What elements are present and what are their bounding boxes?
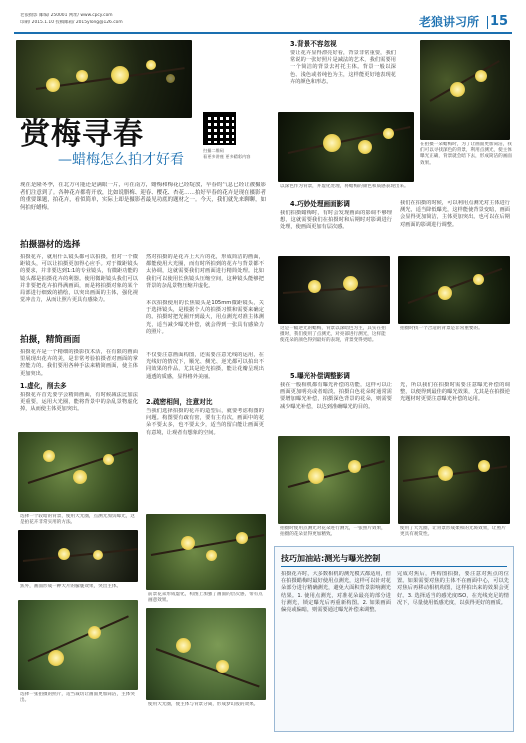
right-photo-5-caption: 拍摄时使用点测光对花朵进行测光，一张照片效果，拍摄的花朵显得更加精致。 (280, 526, 386, 538)
sub1-body: 拍摄花卉首先要学会精简画面，有时候减法比加法更重要，运用大光圈，能将背景中的杂乱景物虚化掉，从而使主体更加突出。 (20, 392, 138, 413)
sub5-title: 5.曝光补偿调整影调 (290, 372, 350, 380)
right-photo-small (420, 40, 510, 140)
section2-title: 拍摄，精简画面 (20, 335, 81, 345)
header-rule (14, 32, 512, 34)
right-text-1: 我们在拍摄的时候，可以利用点测光对主体进行测光，适当降低曝光，这样能使背景变暗，画面会显得更加简洁，主体更加突出。也可以在后期对画面的影调进行调整。 (400, 200, 510, 228)
header-meta-2: 印刷/ 2015.1.10 投稿邮箱/ 2015ylong@126.com (20, 20, 123, 25)
qr-code[interactable] (203, 112, 236, 145)
right-photo-3 (278, 256, 390, 324)
left-photo-2-caption: 焦外，画面形成一种大片的朦胧效果，突出主体。 (20, 584, 122, 589)
right-photo-6 (398, 436, 510, 524)
page-subtitle: —蜡梅怎么拍才好看 (58, 152, 184, 168)
tips-col1: 拍摄花卉时，大多数相机的测光模式都适用，但在拍摄蜡梅时最好使用点测光，这样可以针对花朵部分进行精确测光，避免大面积背景影响测光结果。1. 使用点测光，对准花朵最亮的部分进行测光，锁定曝光后再重新构图。2. 如果画面偏亮或偏暗，则需要通过曝光补偿来调整。 (281, 571, 391, 614)
middle-text-1: 然对拍摄的是花卉上大片的花，形成简洁的画面，都能使用大光圈，而有时所拍到的花卉与背景都不太协调，这就需要我们对画面进行精简处理。比如我们可以使用长焦镜头压缩空间，这种镜头能够把背景的杂乱景物压缩并虚化。 (146, 254, 264, 289)
section1-body: 拍摄花卉，就用什么镜头都可以拍摄，但对一个微距镜头，可以让拍摄更加得心应手。对于微距镜头的要求，并非要达到1:1的专业镜头，有微距功能的镜头都是拍摄花卉的利器。使用微距镜头我们可以并非要把花卉拍得满画面，而是将拍摄对象的某个局部进行细致的描绘，以突出画面的主体，强化视觉冲击力，从而让照片更具有感染力。 (20, 254, 138, 304)
tips-rule (281, 566, 507, 567)
sub5-body: 我在一般相机都有曝光补偿的功能，这样可以让画面更加明亮或者暗淡。拍摄白色花朵时通常需要增加曝光补偿，拍摄深色背景的花朵，则需要减少曝光补偿，以达到准确曝光的目的。 (280, 382, 392, 410)
middle-text-2: 本次拍摄使用的长焦镜头是105mm微距镜头，关于选择镜头，是根据个人的拍摄习惯和需要来确定的。拍摄时把光圈开到最大，用点测光对准主体测光，适当减少曝光补偿，就会得到一张具有感染力的照片。 (146, 300, 264, 335)
section1-title: 拍摄器材的选择 (20, 240, 81, 250)
sub1-title: 1.虚化，削去多 (20, 382, 67, 390)
brand: 老狼讲习所 (419, 15, 480, 29)
header (14, 10, 512, 34)
tips-title: 技巧加油站:测光与曝光控制 (281, 554, 381, 563)
left-photo-1 (18, 432, 138, 512)
page-divider (487, 16, 488, 29)
left-photo-3-caption: 选择一张拍摄的照片，适当裁切让画面更加简洁，主体突出。 (20, 692, 135, 704)
tips-col2: 完成对焦后，再构图拍摄，要注意对焦点的位置。如果需要对焦的主体不在画面中心，可以先对焦后再移动相机构图，这样拍出来的效果会更好。3. 选择适当的感光度ISO，在光线充足的情况下，尽量使用低感光度，以获得更好的画质。 (397, 571, 509, 606)
sub2-title: 2.疏密相间，注意对比 (146, 398, 213, 406)
intro-paragraph: 现在是隆冬季，在北方可能还是满眼一片，可在南方，蜡梅和梅花已经绽放，早春的气息已经让被摄影者们注意到了。各种花卉都将开放，比如说腊梅、迎春、樱花、杏花……拍好早春的花卉是现在摄影者的重要课题，拍花卉，看似简单，实际上却是摄影者最见功底的题材之一。今天，我们就先来聊聊，如何拍好蜡梅。 (20, 182, 266, 211)
page-number: 15 (490, 14, 509, 29)
sub2-body: 当我们选择拍摄的花卉的造型后，就要考虑构图的问题。构图要有疏有密，要有主有次，画面中的花朵不要太多，也不要太少，适当的留白能让画面更有意境，让观者有想象的空间。 (146, 408, 264, 436)
tips-box (274, 546, 514, 732)
left-photo-3 (18, 600, 138, 690)
right-photo-large-caption: 以深色作为背景，并虚化处理，将蜡梅的颜色和质感表现出来。 (280, 184, 409, 189)
right-photo-4 (398, 256, 510, 324)
sub3-title: 3.背景不容忽视 (290, 40, 337, 48)
right-photo-small-caption: 在拍摄一朵蜡梅时，为了让画面更加简洁，我们可以寻找深色的背景，利用点测光，使主体曝光正确，背景就会暗下去，形成简洁的画面效果。 (420, 142, 512, 166)
qr-caption-2: 看更多讲座 更多精彩内容 (203, 154, 251, 159)
right-photo-large (278, 112, 414, 182)
qr-caption-1: 扫描二维码 (203, 148, 224, 153)
left-photo-2 (18, 530, 138, 582)
right-photo-4-caption: 拍摄时找一个合适的背景是非常重要的。 (400, 326, 483, 331)
middle-photo-2 (146, 608, 266, 700)
page-title: 赏梅寻春 (20, 117, 144, 152)
right-photo-6-caption: 使用了大光圈，让背景形成柔和的光斑效果，让照片更具有观赏性。 (400, 526, 506, 538)
right-photo-3-caption: 这是一幅逆光的蜡梅，背景以深暗色为主，其实在拍摄时，我们使用了点测光，对亮部进行测光，这样能使花朵的颜色得到最好的表现，背景变得更暗。 (280, 326, 386, 344)
hero-photo (16, 40, 192, 118)
middle-photo-1-caption: 前景花朵形成虚化，构图上加强了画面的层次感，带有点画意效果。 (148, 592, 263, 604)
right-photo-5 (278, 436, 390, 524)
header-meta-1: 老狼摄影 邮编/ 250001 网址/ www.cpcy.com (20, 13, 113, 18)
right-text-2: 光，所以我们在拍摄时需要注意曝光补偿的调整，以便得到最佳的曝光效果，尤其是在拍摄逆光题材时更要注意曝光补偿的运用。 (400, 382, 510, 403)
sub3-body: 要让花卉显得漂亮好看，背景非常重要，我们常说的一张好照片是减法的艺术，我们需要用一个简洁的背景去衬托主体。背景一般以深色、浅色或者纯色为主，这样能更好地表现花卉的颜色和形态。 (290, 50, 396, 85)
left-photo-1-caption: 选择一个较暗的背景，使用大光圈，点测光加负曝光，这是拍花卉非常实用的方法。 (20, 514, 135, 526)
sub4-title: 4.巧妙处理画面影调 (290, 200, 350, 208)
sub4-body: 我们拍摄蜡梅时，有时会发现画面的影调不够理想，这就需要我们在拍摄时和后期时对影调进行处理，使画面更加有层次感。 (280, 210, 392, 231)
section2-body: 拍摄花卉是一个精细的摄影技术活，在有限的画面里展现出花卉的美，是非常考验拍摄者对画面的掌控能力的。我们要用各种手法来精简画面，使主体更加突出。 (20, 349, 138, 377)
middle-photo-1 (146, 514, 266, 590)
middle-text-3: 不仅要注意画面构图，还需要注意光线的运用，在光线好的情况下，顺光、侧光、逆光都可以拍出不同效果的作品，尤其是逆光拍摄，能让花瓣呈现出通透的质感，显得格外美丽。 (146, 352, 264, 380)
middle-photo-2-caption: 使用大光圈，使主体与背景分离，形成梦幻般的效果。 (148, 702, 259, 707)
